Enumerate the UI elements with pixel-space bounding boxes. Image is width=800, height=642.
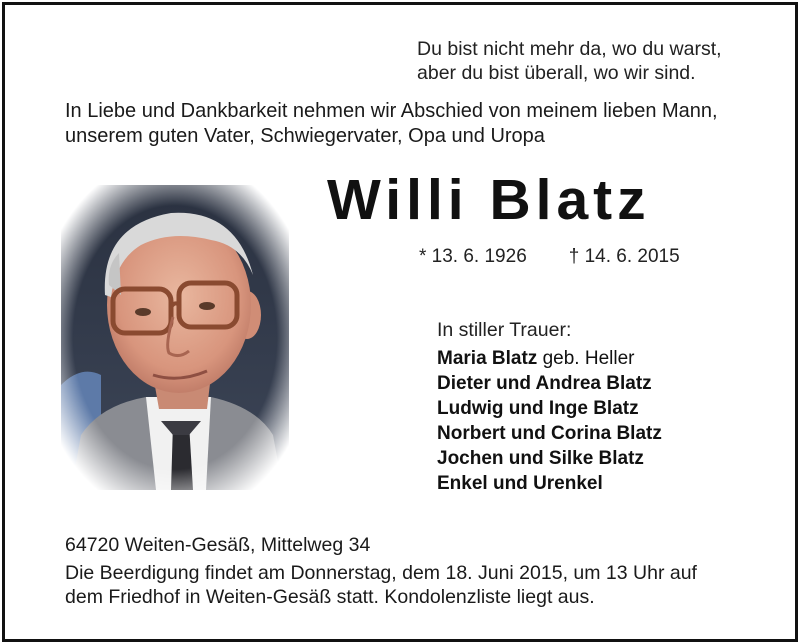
portrait-photo [61, 185, 289, 490]
mourner-entry [437, 446, 662, 471]
birth-date: * 13. 6. 1926 [419, 246, 527, 267]
funeral-details [65, 561, 785, 609]
mourner-note: geb. Heller [537, 348, 635, 369]
mourner-entry [437, 371, 662, 396]
funeral-line-1: Die Beerdigung findet am Donnerstag, dem 18. Juni 2015, um 13 Uhr auf [65, 562, 697, 584]
mourner-entry [437, 421, 662, 446]
intro-text [65, 99, 718, 149]
mourner-entry [437, 346, 662, 371]
intro-line-1: In Liebe und Dankbarkeit nehmen wir Abschied von meinem lieben Mann, [65, 100, 718, 122]
quote-line-2: aber du bist überall, wo wir sind. [417, 62, 696, 84]
quote-line-1: Du bist nicht mehr da, wo du warst, [417, 38, 722, 60]
funeral-line-2: dem Friedhof in Weiten-Gesäß statt. Kondolenzliste liegt aus. [65, 586, 595, 608]
mourner-name: Maria Blatz [437, 348, 538, 369]
life-dates [419, 245, 680, 269]
family-address: 64720 Weiten-Gesäß, Mittelweg 34 [65, 534, 371, 556]
mourner-entry [437, 396, 662, 421]
death-date: † 14. 6. 2015 [568, 246, 680, 267]
mourning-label: In stiller Trauer: [437, 319, 572, 341]
obituary-notice [2, 2, 798, 642]
mourner-name: Norbert und Corina Blatz [437, 423, 662, 444]
mourner-name: Ludwig und Inge Blatz [437, 398, 639, 419]
mourner-entry [437, 471, 662, 496]
mourner-name: Enkel und Urenkel [437, 473, 603, 494]
deceased-name: Willi Blatz [327, 168, 651, 232]
mourners-list [437, 317, 662, 496]
intro-line-2: unserem guten Vater, Schwiegervater, Opa und Uropa [65, 125, 545, 147]
memorial-quote [417, 37, 722, 85]
mourner-name: Dieter und Andrea Blatz [437, 373, 652, 394]
portrait-illustration [61, 185, 289, 490]
mourner-name: Jochen und Silke Blatz [437, 448, 644, 469]
